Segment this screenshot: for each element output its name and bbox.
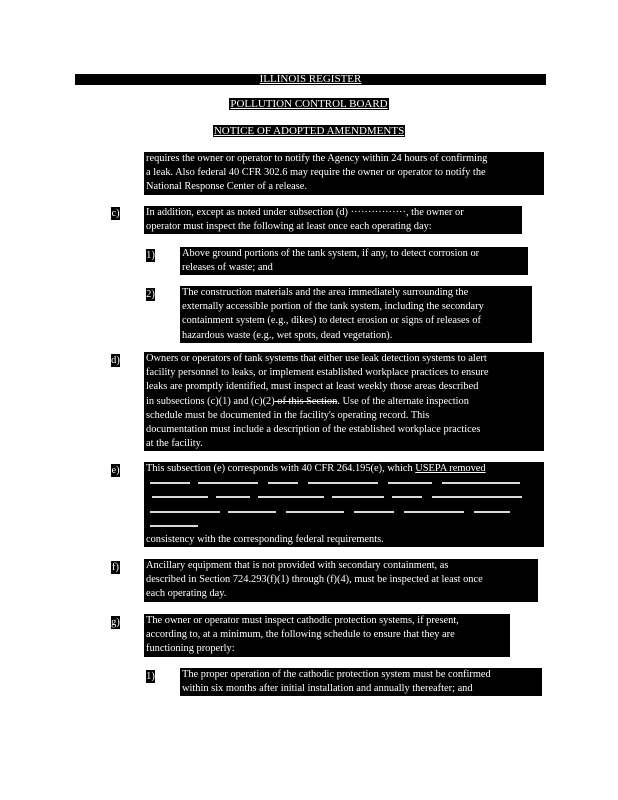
item-g1-line: within six months after initial installation and annually thereafter; and [182, 683, 473, 695]
subsection-d-text [144, 352, 544, 451]
intro-line: requires the owner or operator to notify the Agency within 24 hours of confirming [146, 153, 488, 164]
subsection-g-line: according to, at a minimum, the following schedule to ensure that they are [146, 629, 455, 641]
item-c1-text [180, 247, 528, 275]
item-c2-line: externally accessible portion of the tank system, including the secondary [182, 301, 484, 313]
board-title: POLLUTION CONTROL BOARD [230, 98, 388, 110]
subsection-d-line: leaks are promptly identified, must inspect at least weekly those areas described [146, 381, 479, 393]
item-g1-line: The proper operation of the cathodic protection system must be confirmed [182, 669, 491, 680]
item-c2-line: The construction materials and the area immediately surrounding the [182, 287, 469, 298]
item-c2-label: 2) [146, 289, 155, 300]
subsection-f-line: each operating day. [146, 588, 227, 600]
item-c1-line: releases of waste; and [182, 262, 273, 274]
subsection-d-line [146, 395, 542, 409]
subsection-d-line: documentation must include a description of the established workplace practices [146, 424, 481, 436]
subsection-c-line: operator must inspect the following at least once each operating day: [146, 221, 432, 233]
intro-line: a leak. Also federal 40 CFR 302.6 may require the owner or operator to notify the [146, 167, 486, 179]
notice-title: NOTICE OF ADOPTED AMENDMENTS [213, 125, 405, 137]
subsection-f-label: f) [112, 562, 119, 573]
item-c2-text [180, 286, 532, 343]
subsection-e-label: e) [111, 465, 120, 476]
subsection-e-text-part: This subsection (e) corresponds with 40 CFR 264.195(e), which [146, 463, 416, 474]
subsection-f-line: Ancillary equipment that is not provided with secondary containment, as [146, 560, 449, 571]
added-text: USEPA removed [415, 463, 486, 474]
subsection-g-label: g) [111, 617, 120, 628]
subsection-g-line: functioning properly: [146, 643, 235, 655]
subsection-d-line: facility personnel to leaks, or implement established workplace practices to ensure [146, 367, 489, 379]
subsection-g-text [144, 614, 510, 657]
subsection-e-line [146, 462, 542, 476]
intro-line: National Response Center of a release. [146, 181, 307, 193]
item-c2-line: containment system (e.g., dikes) to detect erosion or signs of releases of [182, 315, 481, 327]
register-title-bar [75, 74, 546, 85]
subsection-d-text-part: . Use of the alternate inspection [337, 395, 469, 407]
item-c1-label: 1) [146, 250, 155, 261]
subsection-d-line: schedule must be documented in the facility's operating record. This [146, 409, 430, 421]
subsection-f-text [144, 559, 538, 602]
subsection-d-text-part: in subsections (c)(1) and (c)(2) [146, 395, 275, 407]
item-g1-text [180, 668, 542, 696]
item-c1-line: Above ground portions of the tank system, if any, to detect corrosion or [182, 248, 480, 259]
subsection-c-line: In addition, except as noted under subsection (d) ················, the owner or [146, 207, 464, 218]
subsection-d-line: at the facility. [146, 438, 203, 450]
register-title: ILLINOIS REGISTER [259, 73, 362, 85]
struck-text: of this Section [274, 395, 338, 407]
subsection-e-line: consistency with the corresponding federal requirements. [146, 533, 384, 545]
item-c2-line: hazardous waste (e.g., wet spots, dead vegetation). [182, 329, 393, 341]
subsection-f-line: described in Section 724.293(f)(1) through (f)(4), must be inspected at least once [146, 574, 483, 586]
subsection-g-line: The owner or operator must inspect cathodic protection systems, if present, [146, 615, 459, 626]
subsection-d-line: Owners or operators of tank systems that either use leak detection systems to alert [146, 353, 487, 364]
illegible-line [146, 490, 534, 504]
subsection-d-label: d) [111, 355, 120, 366]
illegible-line [146, 476, 526, 490]
intro-paragraph [144, 152, 544, 195]
subsection-c-text [144, 206, 522, 234]
subsection-e-text [144, 462, 544, 547]
subsection-c-label: c) [111, 208, 120, 219]
item-g1-label: 1) [146, 671, 155, 682]
illegible-line [146, 519, 202, 533]
illegible-line [146, 505, 518, 519]
